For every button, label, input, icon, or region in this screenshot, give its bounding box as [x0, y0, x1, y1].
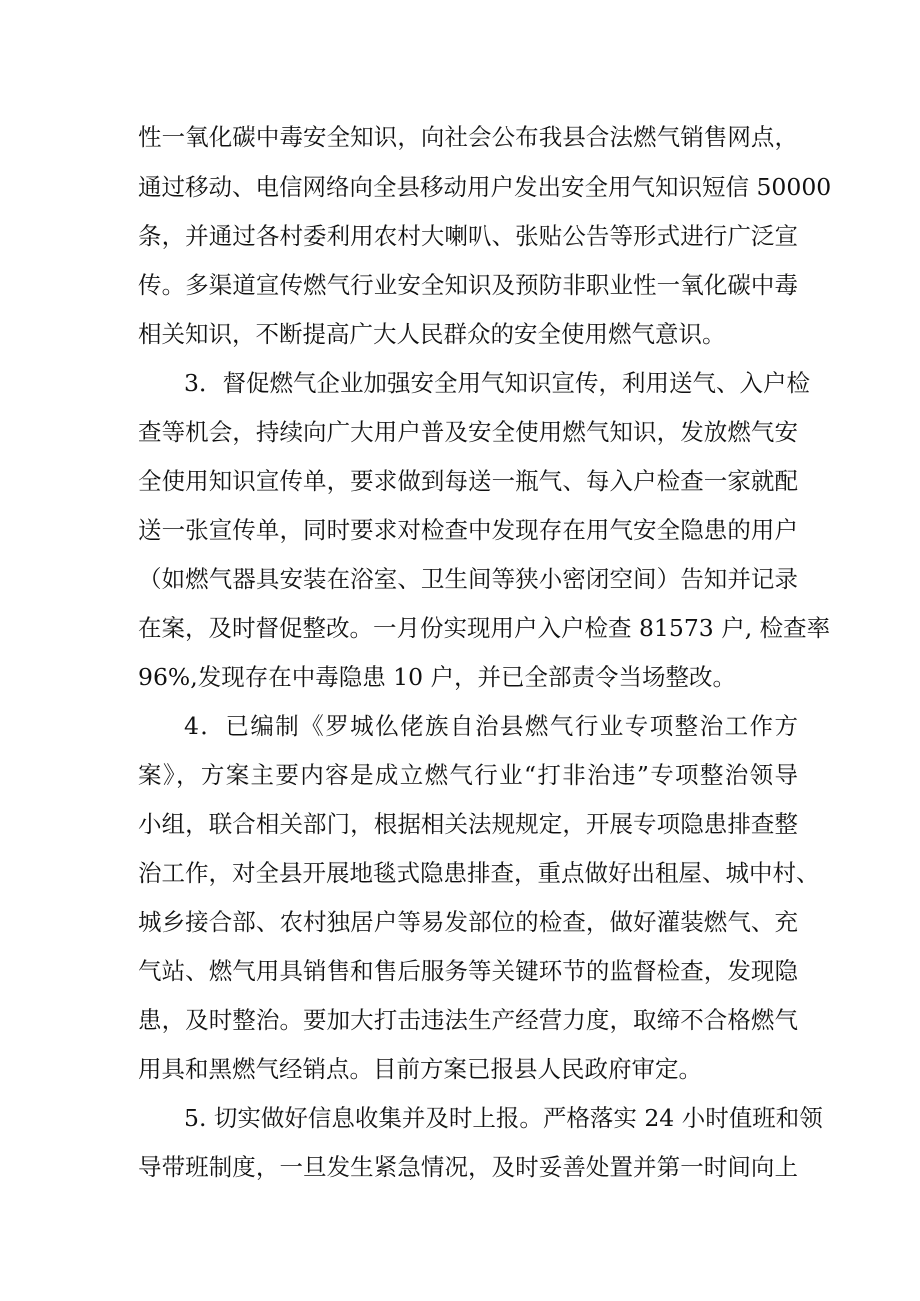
text-line: 在案，及时督促整改。一月份实现用户入户检查 81573 户, 检查率 — [138, 614, 831, 642]
paragraph-4-start: 4．已编制《罗城仫佬族自治县燃气行业专项整治工作方 — [184, 712, 798, 740]
text-line: 案》，方案主要内容是成立燃气行业“打非治违”专项整治领导 — [138, 761, 798, 789]
text-line: 相关知识，不断提高广大人民群众的安全使用燃气意识。 — [138, 320, 726, 348]
text-line: 治工作，对全县开展地毯式隐患排查，重点做好出租屋、城中村、 — [138, 859, 820, 887]
paragraph-5-start: 5. 切实做好信息收集并及时上报。严格落实 24 小时值班和领 — [184, 1104, 823, 1132]
text-line: 用具和黑燃气经销点。目前方案已报县人民政府审定。 — [138, 1055, 702, 1083]
paragraph-3-start: 3．督促燃气企业加强安全用气知识宣传，利用送气、入户检 — [184, 369, 810, 397]
text-line: 传。多渠道宣传燃气行业安全知识及预防非职业性一氧化碳中毒 — [138, 271, 798, 299]
text-line: 城乡接合部、农村独居户等易发部位的检查，做好灌装燃气、充 — [138, 908, 798, 936]
text-line: 全使用知识宣传单，要求做到每送一瓶气、每入户检查一家就配 — [138, 467, 798, 495]
text-line: 通过移动、电信网络向全县移动用户发出安全用气知识短信 50000 — [138, 173, 832, 201]
text-line: （如燃气器具安装在浴室、卫生间等狭小密闭空间）告知并记录 — [138, 565, 798, 593]
text-line: 条，并通过各村委利用农村大喇叭、张贴公告等形式进行广泛宣 — [138, 222, 798, 250]
text-line: 患，及时整治。要加大打击违法生产经营力度，取缔不合格燃气 — [138, 1006, 798, 1034]
text-line: 性一氧化碳中毒安全知识，向社会公布我县合法燃气销售网点， — [138, 123, 798, 151]
text-line: 送一张宣传单，同时要求对检查中发现存在用气安全隐患的用户 — [138, 516, 798, 544]
text-line: 气站、燃气用具销售和售后服务等关键环节的监督检查，发现隐 — [138, 957, 798, 985]
text-line: 小组，联合相关部门，根据相关法规规定，开展专项隐患排查整 — [138, 810, 798, 838]
text-line: 96%,发现存在中毒隐患 10 户，并已全部责令当场整改。 — [138, 663, 737, 691]
text-line: 导带班制度，一旦发生紧急情况，及时妥善处置并第一时间向上 — [138, 1153, 798, 1181]
text-line: 查等机会，持续向广大用户普及安全使用燃气知识，发放燃气安 — [138, 418, 798, 446]
